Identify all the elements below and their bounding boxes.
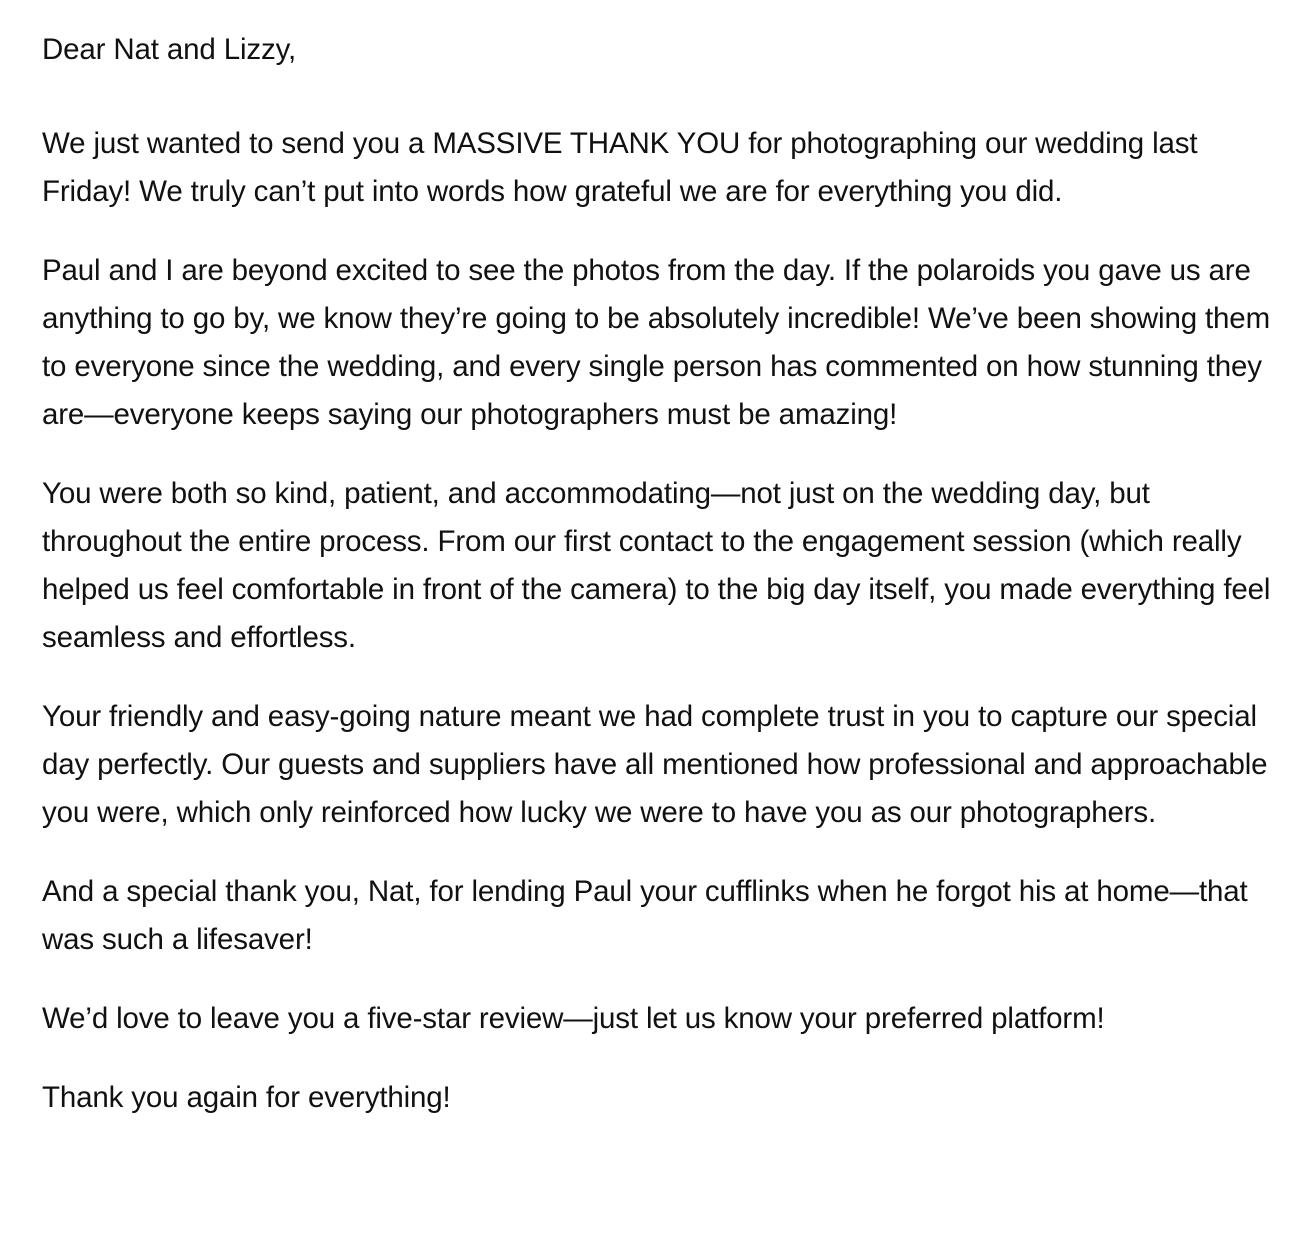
- salutation: Dear Nat and Lizzy,: [42, 33, 297, 66]
- paragraph-cufflinks: And a special thank you, Nat, for lending Paul your cufflinks when he forgot his at home—that was such a lifesaver!: [42, 875, 1248, 956]
- paragraph-photos: Paul and I are beyond excited to see the photos from the day. If the polaroids you gave us are anything to go by, we know they’re going to be absolutely incredible! We’ve been showing them to everyone since the wedding, and every single person has commented on how stunning they are—everyone keeps saying our photographers must be amazing!: [42, 254, 1270, 431]
- paragraph-kindness: You were both so kind, patient, and accommodating—not just on the wedding day, but throughout the entire process. From our first contact to the engagement session (which really helped us feel comfortable in front of the camera) to the big day itself, you made everything feel seamless and effortless.: [42, 477, 1271, 654]
- paragraph-review: We’d love to leave you a five-star review—just let us know your preferred platform!: [42, 1002, 1105, 1035]
- paragraph-thank-you: We just wanted to send you a MASSIVE THANK YOU for photographing our wedding last Friday! We truly can’t put into words how grateful we are for everything you did.: [42, 127, 1198, 208]
- paragraph-closing: Thank you again for everything!: [42, 1081, 451, 1114]
- paragraph-trust: Your friendly and easy-going nature meant we had complete trust in you to capture our special day perfectly. Our guests and suppliers have all mentioned how professional and approachable you were, which only reinforced how lucky we were to have you as our photographers.: [42, 700, 1268, 829]
- letter-body: [42, 26, 1282, 1122]
